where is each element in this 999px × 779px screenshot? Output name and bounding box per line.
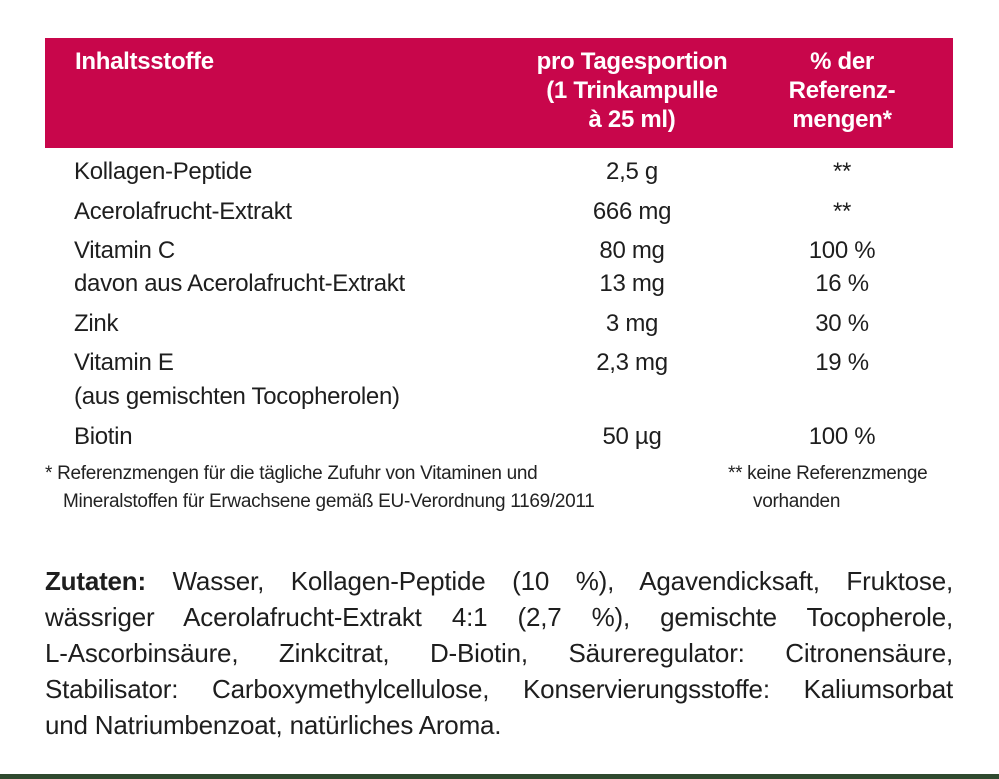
ingredients-text: [45, 563, 953, 743]
row-name: (aus gemischten Tocopherolen): [74, 383, 400, 410]
footnote-line: Mineralstoffen für Erwachsene gemäß EU-Verordnung 1169/2011: [63, 491, 595, 512]
header-reference-line: Referenz-: [788, 77, 896, 104]
row-dose: 50 µg: [602, 423, 662, 450]
row-name: Vitamin C: [74, 237, 175, 264]
header-ingredients-label: Inhaltsstoffe: [75, 48, 214, 75]
footnote-line: * Referenzmengen für die tägliche Zufuhr von Vitaminen und: [45, 463, 538, 484]
ingredients-line: Stabilisator: Carboxymethylcellulose, Konservierungsstoffe: Kaliumsorbat: [45, 674, 953, 704]
row-name: davon aus Acerolafrucht-Extrakt: [74, 270, 405, 297]
ingredients-line: und Natriumbenzoat, natürliches Aroma.: [45, 710, 502, 740]
table-header: [45, 38, 953, 146]
header-daily-portion-line: pro Tagesportion: [536, 48, 728, 75]
ingredients-line: [45, 563, 953, 599]
row-dose: 666 mg: [592, 198, 672, 225]
no-reference-footnote: [728, 460, 927, 516]
row-ref: 100 %: [808, 237, 876, 264]
row-dose: 13 mg: [599, 270, 665, 297]
ingredients-line: L-Ascorbinsäure, Zinkcitrat, D-Biotin, Säureregulator: Citronensäure,: [45, 638, 953, 668]
ingredients-label: Zutaten:: [45, 566, 146, 596]
header-reference-line: % der: [810, 48, 874, 75]
ingredients-line: wässriger Acerolafrucht-Extrakt 4:1 (2,7 %), gemischte Tocopherole,: [45, 602, 953, 632]
header-ingredients: [75, 47, 214, 76]
row-dose: 3 mg: [605, 310, 659, 337]
row-ref: 30 %: [815, 310, 869, 337]
row-name: Biotin: [74, 423, 133, 450]
header-daily-portion: [517, 47, 747, 134]
footnote-line: vorhanden: [753, 491, 841, 512]
header-daily-portion-line: (1 Trinkampulle: [546, 77, 718, 104]
row-dose: 80 mg: [599, 237, 665, 264]
row-ref: 100 %: [808, 423, 876, 450]
header-divider: [45, 146, 953, 148]
row-name: Acerolafrucht-Extrakt: [74, 198, 292, 225]
reference-footnote: [45, 460, 595, 516]
header-reference-line: mengen*: [792, 106, 892, 133]
bottom-border: [0, 774, 999, 779]
row-name: Kollagen-Peptide: [74, 158, 253, 185]
row-dose: 2,3 mg: [596, 349, 668, 376]
row-ref: 16 %: [815, 270, 869, 297]
ingredients-line-text: Wasser, Kollagen-Peptide (10 %), Agavendicksaft, Fruktose,: [145, 566, 953, 596]
header-daily-portion-line: à 25 ml): [588, 106, 676, 133]
footnote-line: ** keine Referenzmenge: [728, 463, 928, 484]
row-name: Zink: [74, 310, 119, 337]
header-reference-percent: [777, 47, 907, 134]
row-dose: 2,5 g: [606, 158, 658, 185]
row-ref: **: [832, 198, 852, 225]
row-ref: **: [832, 158, 852, 185]
row-name: Vitamin E: [74, 349, 174, 376]
row-ref: 19 %: [815, 349, 869, 376]
